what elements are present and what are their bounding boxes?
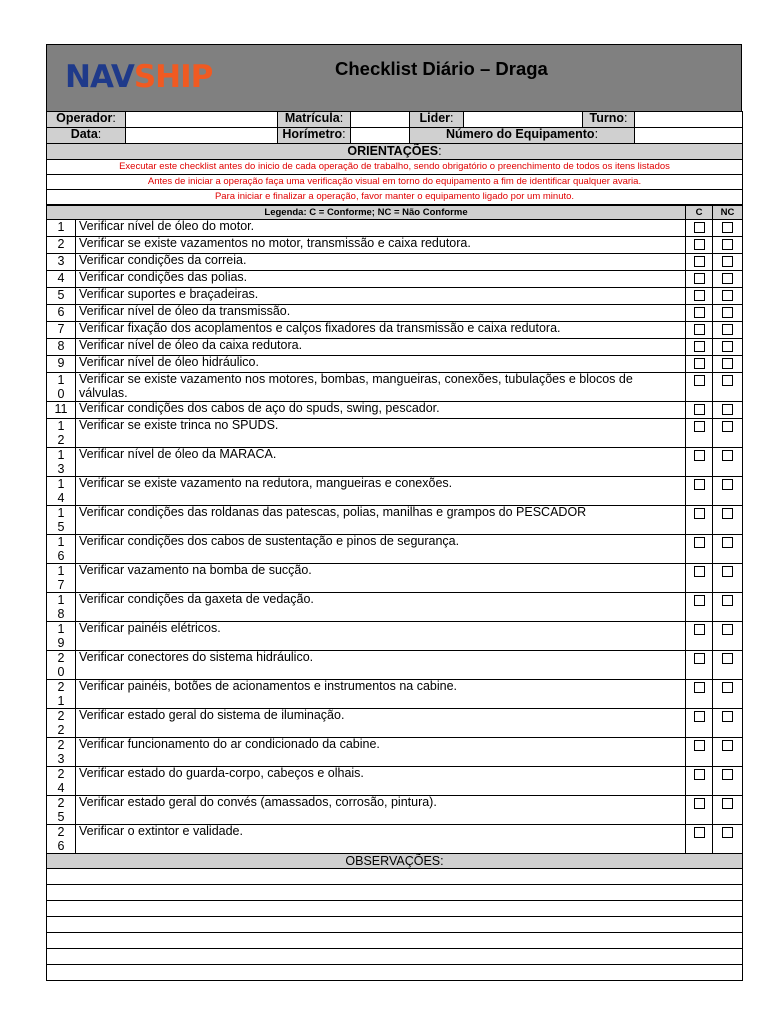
nao-conforme-checkbox[interactable] xyxy=(713,796,743,825)
conforme-checkbox[interactable] xyxy=(686,237,713,254)
checkbox-icon xyxy=(722,508,733,519)
checkbox-icon xyxy=(722,375,733,386)
item-number: 1 6 xyxy=(47,535,76,564)
conforme-checkbox[interactable] xyxy=(686,373,713,402)
conforme-checkbox[interactable] xyxy=(686,680,713,709)
checkbox-icon xyxy=(722,239,733,250)
checkbox-icon xyxy=(722,740,733,751)
nao-conforme-checkbox[interactable] xyxy=(713,339,743,356)
checkbox-icon xyxy=(722,479,733,490)
checkbox-icon xyxy=(694,450,705,461)
equipamento-field[interactable] xyxy=(635,128,743,144)
checklist-row xyxy=(47,477,743,506)
checkbox-icon xyxy=(694,341,705,352)
observacoes-line[interactable] xyxy=(47,885,743,901)
checkbox-icon xyxy=(722,653,733,664)
item-number: 1 7 xyxy=(47,564,76,593)
conforme-checkbox[interactable] xyxy=(686,356,713,373)
checkbox-icon xyxy=(694,537,705,548)
nao-conforme-checkbox[interactable] xyxy=(713,220,743,237)
checkbox-icon xyxy=(694,682,705,693)
item-text: Verificar o extintor e validade. xyxy=(76,825,686,854)
checkbox-icon xyxy=(722,256,733,267)
checkbox-icon xyxy=(722,595,733,606)
item-number: 11 xyxy=(47,402,76,419)
conforme-checkbox[interactable] xyxy=(686,477,713,506)
checklist-row xyxy=(47,220,743,237)
conforme-checkbox[interactable] xyxy=(686,288,713,305)
checklist-row xyxy=(47,680,743,709)
item-number: 3 xyxy=(47,254,76,271)
checkbox-icon xyxy=(722,450,733,461)
checklist-row xyxy=(47,271,743,288)
checklist-row xyxy=(47,506,743,535)
checkbox-icon xyxy=(694,375,705,386)
data-field[interactable] xyxy=(126,128,278,144)
checkbox-icon xyxy=(694,290,705,301)
navship-logo: NAVSHIP xyxy=(65,59,213,95)
operador-field[interactable] xyxy=(126,112,278,128)
checkbox-icon xyxy=(722,537,733,548)
matricula-label: Matrícula: xyxy=(278,112,351,128)
observacoes-line[interactable] xyxy=(47,869,743,885)
item-text: Verificar se existe vazamentos no motor, transmissão e caixa redutora. xyxy=(76,237,686,254)
conforme-checkbox[interactable] xyxy=(686,402,713,419)
checkbox-icon xyxy=(722,404,733,415)
item-text: Verificar nível de óleo da caixa redutora. xyxy=(76,339,686,356)
nao-conforme-checkbox[interactable] xyxy=(713,254,743,271)
item-text: Verificar painéis elétricos. xyxy=(76,622,686,651)
checklist-row xyxy=(47,796,743,825)
conforme-checkbox[interactable] xyxy=(686,506,713,535)
nao-conforme-checkbox[interactable] xyxy=(713,564,743,593)
item-text: Verificar painéis, botões de acionamentos e instrumentos na cabine. xyxy=(76,680,686,709)
checkbox-icon xyxy=(722,222,733,233)
item-text: Verificar nível de óleo da transmissão. xyxy=(76,305,686,322)
checkbox-icon xyxy=(694,404,705,415)
item-number: 1 0 xyxy=(47,373,76,402)
item-text: Verificar estado geral do convés (amassados, corrosão, pintura). xyxy=(76,796,686,825)
conforme-checkbox[interactable] xyxy=(686,738,713,767)
checkbox-icon xyxy=(722,290,733,301)
header-bar xyxy=(46,44,742,111)
checklist-row xyxy=(47,288,743,305)
data-label: Data: xyxy=(47,128,126,144)
checklist-row xyxy=(47,339,743,356)
checklist-row xyxy=(47,322,743,339)
item-number: 2 3 xyxy=(47,738,76,767)
nao-conforme-checkbox[interactable] xyxy=(713,709,743,738)
checklist-row xyxy=(47,448,743,477)
conforme-checkbox[interactable] xyxy=(686,564,713,593)
item-number: 2 6 xyxy=(47,825,76,854)
item-text: Verificar condições da correia. xyxy=(76,254,686,271)
conforme-checkbox[interactable] xyxy=(686,305,713,322)
item-number: 2 4 xyxy=(47,767,76,796)
conforme-checkbox[interactable] xyxy=(686,622,713,651)
legend: Legenda: C = Conforme; NC = Não Conforme xyxy=(47,206,686,220)
conforme-checkbox[interactable] xyxy=(686,709,713,738)
item-number: 1 8 xyxy=(47,593,76,622)
nao-conforme-checkbox[interactable] xyxy=(713,622,743,651)
item-text: Verificar condições dos cabos de sustentação e pinos de segurança. xyxy=(76,535,686,564)
matricula-field[interactable] xyxy=(351,112,410,128)
checkbox-icon xyxy=(722,358,733,369)
lider-label: Lider: xyxy=(410,112,464,128)
item-text: Verificar fixação dos acoplamentos e calços fixadores da transmissão e caixa redutora. xyxy=(76,322,686,339)
checklist-row xyxy=(47,254,743,271)
orientacao-line: Executar este checklist antes do inicio de cada operação de trabalho, sendo obrigatório o preenchimento de todos os itens listados xyxy=(47,160,743,175)
checklist-row xyxy=(47,622,743,651)
item-text: Verificar suportes e braçadeiras. xyxy=(76,288,686,305)
item-text: Verificar se existe vazamento na redutora, mangueiras e conexões. xyxy=(76,477,686,506)
checkbox-icon xyxy=(694,566,705,577)
checkbox-icon xyxy=(694,479,705,490)
item-text: Verificar nível de óleo do motor. xyxy=(76,220,686,237)
nao-conforme-checkbox[interactable] xyxy=(713,506,743,535)
nao-conforme-checkbox[interactable] xyxy=(713,680,743,709)
item-number: 2 1 xyxy=(47,680,76,709)
checklist-row xyxy=(47,305,743,322)
item-text: Verificar condições das roldanas das patescas, polias, manilhas e grampos do PESCADOR xyxy=(76,506,686,535)
item-number: 4 xyxy=(47,271,76,288)
checkbox-icon xyxy=(694,595,705,606)
checklist-row xyxy=(47,709,743,738)
checkbox-icon xyxy=(722,682,733,693)
turno-label: Turno: xyxy=(583,112,635,128)
observacoes-line[interactable] xyxy=(47,949,743,965)
conforme-checkbox[interactable] xyxy=(686,535,713,564)
checkbox-icon xyxy=(722,624,733,635)
nao-conforme-checkbox[interactable] xyxy=(713,237,743,254)
conforme-checkbox[interactable] xyxy=(686,339,713,356)
checkbox-icon xyxy=(694,740,705,751)
conforme-checkbox[interactable] xyxy=(686,825,713,854)
checkbox-icon xyxy=(722,769,733,780)
conforme-checkbox[interactable] xyxy=(686,419,713,448)
orientacao-line: Antes de iniciar a operação faça uma verificação visual em torno do equipamento a fim de identificar qualquer avaria. xyxy=(47,175,743,190)
item-text: Verificar conectores do sistema hidráulico. xyxy=(76,651,686,680)
item-number: 2 xyxy=(47,237,76,254)
info-table xyxy=(46,111,743,205)
item-text: Verificar estado geral do sistema de iluminação. xyxy=(76,709,686,738)
nao-conforme-checkbox[interactable] xyxy=(713,535,743,564)
checkbox-icon xyxy=(694,307,705,318)
checklist-sheet xyxy=(46,44,742,981)
checkbox-icon xyxy=(694,324,705,335)
checkbox-icon xyxy=(694,624,705,635)
checklist-row xyxy=(47,419,743,448)
item-number: 1 3 xyxy=(47,448,76,477)
item-number: 1 4 xyxy=(47,477,76,506)
checkbox-icon xyxy=(722,566,733,577)
checkbox-icon xyxy=(694,711,705,722)
item-number: 1 5 xyxy=(47,506,76,535)
observacoes-line[interactable] xyxy=(47,933,743,949)
operador-label: Operador: xyxy=(47,112,126,128)
checkbox-icon xyxy=(722,341,733,352)
checkbox-icon xyxy=(694,273,705,284)
nao-conforme-checkbox[interactable] xyxy=(713,288,743,305)
horimetro-field[interactable] xyxy=(351,128,410,144)
checklist-row xyxy=(47,825,743,854)
nao-conforme-checkbox[interactable] xyxy=(713,419,743,448)
orientacao-line: Para iniciar e finalizar a operação, favor manter o equipamento ligado por um minuto. xyxy=(47,190,743,205)
nao-conforme-checkbox[interactable] xyxy=(713,477,743,506)
nao-conforme-checkbox[interactable] xyxy=(713,738,743,767)
checkbox-icon xyxy=(722,324,733,335)
observacoes-heading: OBSERVAÇÕES: xyxy=(47,854,743,869)
nao-conforme-checkbox[interactable] xyxy=(713,448,743,477)
nao-conforme-checkbox[interactable] xyxy=(713,305,743,322)
turno-field[interactable] xyxy=(635,112,743,128)
checklist-row xyxy=(47,593,743,622)
observacoes-line[interactable] xyxy=(47,917,743,933)
item-number: 9 xyxy=(47,356,76,373)
item-number: 2 0 xyxy=(47,651,76,680)
horimetro-label: Horímetro: xyxy=(278,128,351,144)
checkbox-icon xyxy=(722,827,733,838)
equipamento-label: Número do Equipamento: xyxy=(410,128,635,144)
nao-conforme-checkbox[interactable] xyxy=(713,651,743,680)
nao-conforme-checkbox[interactable] xyxy=(713,767,743,796)
item-text: Verificar se existe vazamento nos motores, bombas, mangueiras, conexões, tubulações e blocos de válvulas. xyxy=(76,373,686,402)
item-number: 8 xyxy=(47,339,76,356)
checkbox-icon xyxy=(694,222,705,233)
item-text: Verificar condições da gaxeta de vedação. xyxy=(76,593,686,622)
nao-conforme-checkbox[interactable] xyxy=(713,825,743,854)
conforme-checkbox[interactable] xyxy=(686,593,713,622)
checkbox-icon xyxy=(694,827,705,838)
conforme-checkbox[interactable] xyxy=(686,254,713,271)
lider-field[interactable] xyxy=(464,112,583,128)
nao-conforme-checkbox[interactable] xyxy=(713,593,743,622)
item-number: 1 2 xyxy=(47,419,76,448)
checkbox-icon xyxy=(694,769,705,780)
checklist-row xyxy=(47,402,743,419)
conforme-checkbox[interactable] xyxy=(686,220,713,237)
item-number: 2 2 xyxy=(47,709,76,738)
nao-conforme-checkbox[interactable] xyxy=(713,373,743,402)
item-text: Verificar nível de óleo hidráulico. xyxy=(76,356,686,373)
item-text: Verificar estado do guarda-corpo, cabeços e olhais. xyxy=(76,767,686,796)
observacoes-line[interactable] xyxy=(47,965,743,981)
checkbox-icon xyxy=(722,711,733,722)
checkbox-icon xyxy=(694,508,705,519)
checklist-row xyxy=(47,738,743,767)
conforme-checkbox[interactable] xyxy=(686,767,713,796)
nc-column-header: NC xyxy=(713,206,743,220)
nao-conforme-checkbox[interactable] xyxy=(713,402,743,419)
nao-conforme-checkbox[interactable] xyxy=(713,322,743,339)
checklist-row xyxy=(47,237,743,254)
nao-conforme-checkbox[interactable] xyxy=(713,271,743,288)
item-text: Verificar se existe trinca no SPUDS. xyxy=(76,419,686,448)
item-number: 5 xyxy=(47,288,76,305)
checklist-table xyxy=(46,205,743,981)
conforme-checkbox[interactable] xyxy=(686,796,713,825)
checkbox-icon xyxy=(722,307,733,318)
item-text: Verificar condições dos cabos de aço do spuds, swing, pescador. xyxy=(76,402,686,419)
item-text: Verificar condições das polias. xyxy=(76,271,686,288)
checkbox-icon xyxy=(694,421,705,432)
conforme-checkbox[interactable] xyxy=(686,448,713,477)
checklist-row xyxy=(47,535,743,564)
item-number: 1 9 xyxy=(47,622,76,651)
checkbox-icon xyxy=(694,798,705,809)
checkbox-icon xyxy=(722,273,733,284)
checkbox-icon xyxy=(694,358,705,369)
item-number: 2 5 xyxy=(47,796,76,825)
orientacoes-heading: ORIENTAÇÕES: xyxy=(47,144,743,160)
checklist-row xyxy=(47,767,743,796)
checkbox-icon xyxy=(722,421,733,432)
checklist-row xyxy=(47,356,743,373)
checkbox-icon xyxy=(694,653,705,664)
item-text: Verificar nível de óleo da MARACA. xyxy=(76,448,686,477)
item-number: 1 xyxy=(47,220,76,237)
conforme-checkbox[interactable] xyxy=(686,322,713,339)
checkbox-icon xyxy=(694,239,705,250)
checkbox-icon xyxy=(722,798,733,809)
conforme-checkbox[interactable] xyxy=(686,651,713,680)
checklist-row xyxy=(47,373,743,402)
checklist-row xyxy=(47,651,743,680)
item-number: 7 xyxy=(47,322,76,339)
checklist-row xyxy=(47,564,743,593)
observacoes-line[interactable] xyxy=(47,901,743,917)
item-text: Verificar vazamento na bomba de sucção. xyxy=(76,564,686,593)
item-text: Verificar funcionamento do ar condicionado da cabine. xyxy=(76,738,686,767)
checkbox-icon xyxy=(694,256,705,267)
page-title: Checklist Diário – Draga xyxy=(335,58,548,79)
item-number: 6 xyxy=(47,305,76,322)
conforme-checkbox[interactable] xyxy=(686,271,713,288)
nao-conforme-checkbox[interactable] xyxy=(713,356,743,373)
c-column-header: C xyxy=(686,206,713,220)
